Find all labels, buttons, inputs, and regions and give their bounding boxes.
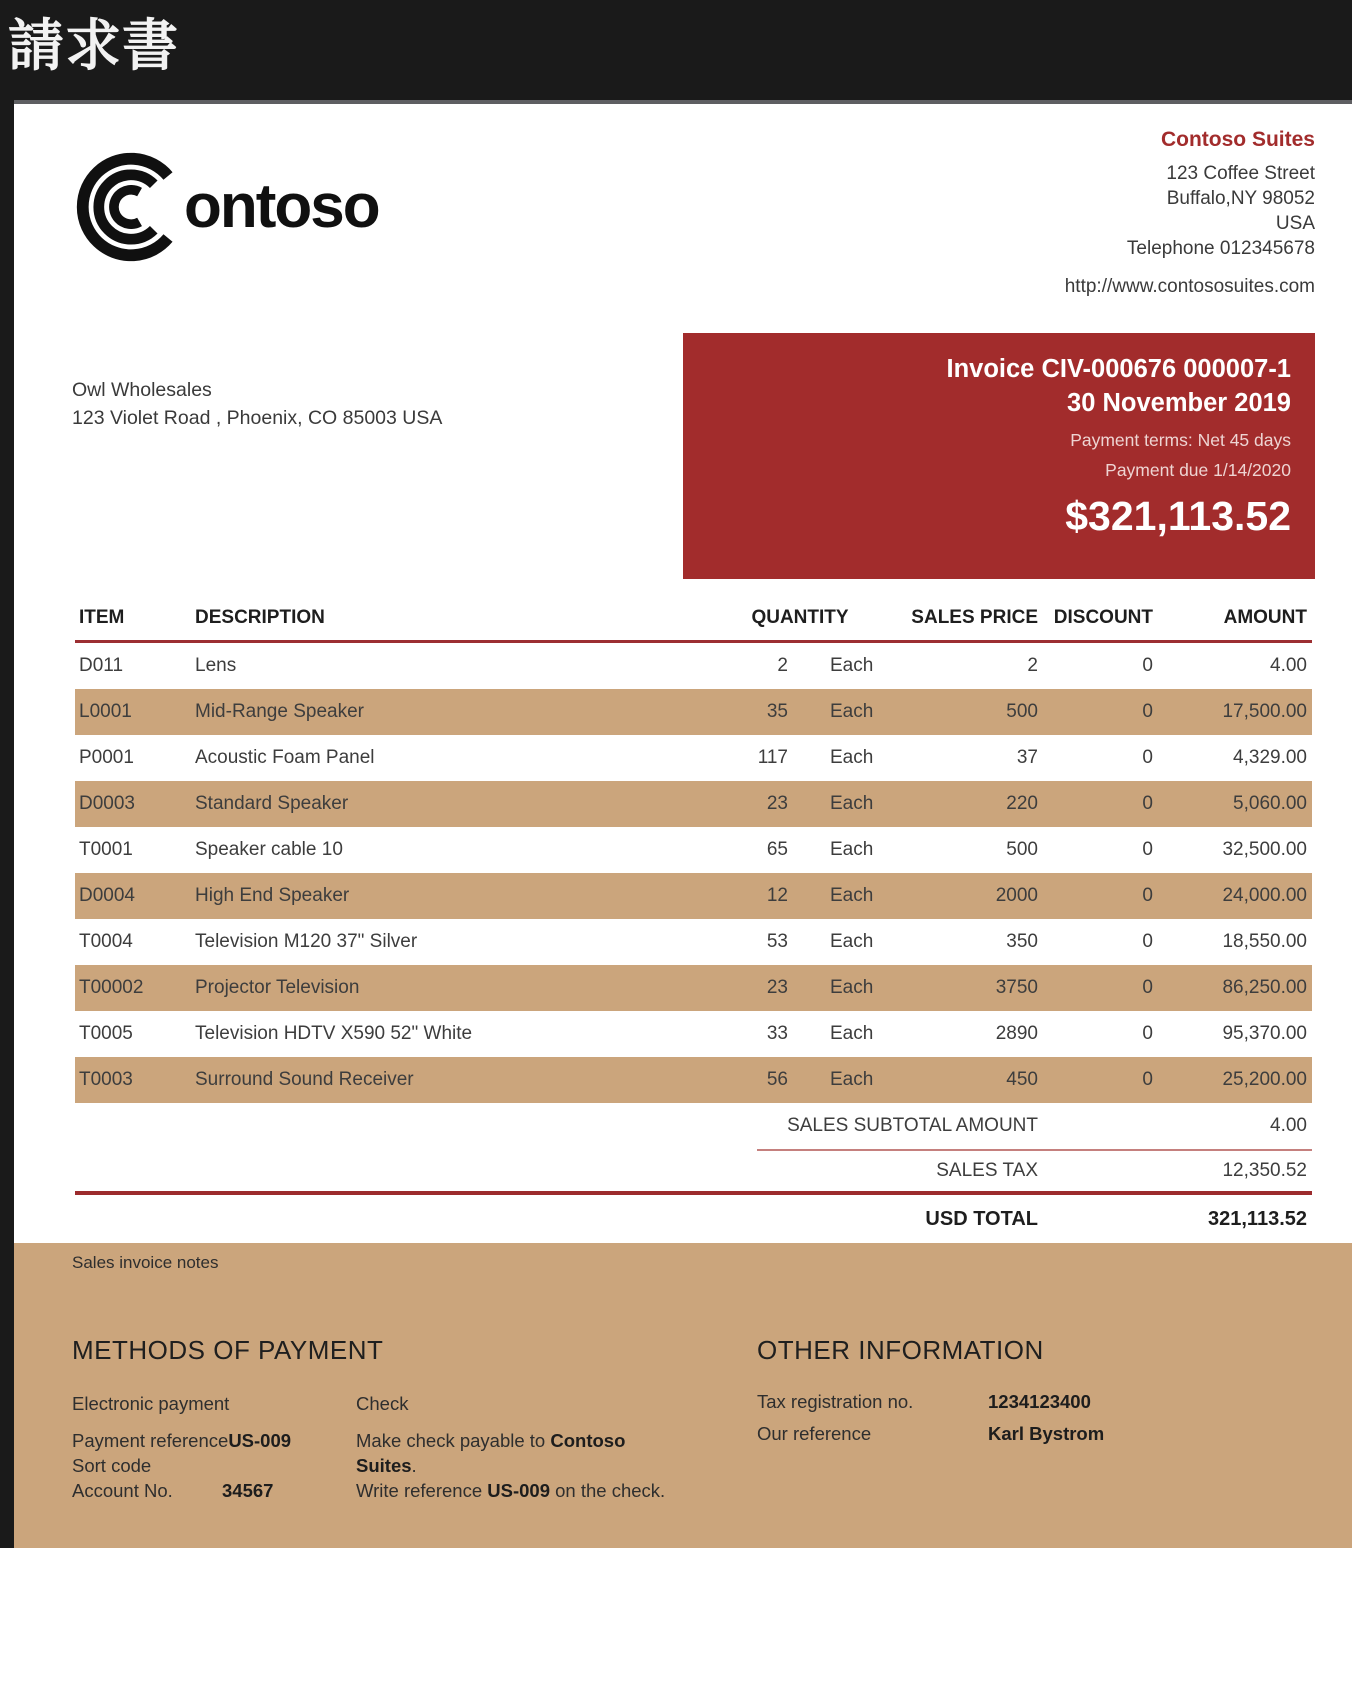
cell-discount: 0 bbox=[1142, 701, 1153, 722]
subtotal-row bbox=[75, 1103, 1312, 1149]
subtotal-value: 4.00 bbox=[1270, 1115, 1307, 1136]
sort-code-label: Sort code bbox=[72, 1455, 152, 1476]
cell-description: Television M120 37" Silver bbox=[195, 931, 418, 952]
table-row bbox=[75, 873, 1312, 919]
check-payment-block bbox=[356, 1391, 666, 1503]
seller-address-line: 123 Coffee Street bbox=[1166, 163, 1315, 184]
cell-price: 37 bbox=[1016, 747, 1038, 768]
check-reference-value: US-009 bbox=[487, 1480, 550, 1501]
table-row bbox=[75, 1057, 1312, 1103]
cell-qty: 117 bbox=[757, 747, 788, 768]
tax-registration-value: 1234123400 bbox=[988, 1391, 1091, 1412]
our-reference-label: Our reference bbox=[757, 1423, 872, 1444]
cell-item: T0005 bbox=[79, 1023, 133, 1044]
invoice-total-amount: $321,113.52 bbox=[1065, 493, 1291, 539]
cell-unit: Each bbox=[830, 655, 874, 676]
cell-description: Television HDTV X590 52" White bbox=[195, 1023, 473, 1044]
cell-unit: Each bbox=[830, 1069, 874, 1090]
column-header-quantity: QUANTITY bbox=[751, 606, 849, 628]
payment-terms: Payment terms: Net 45 days bbox=[1070, 430, 1291, 450]
cell-discount: 0 bbox=[1142, 885, 1153, 906]
bill-to-address: 123 Violet Road , Phoenix, CO 85003 USA bbox=[72, 407, 443, 429]
cell-description: High End Speaker bbox=[195, 885, 350, 906]
sales-tax-value: 12,350.52 bbox=[1222, 1160, 1307, 1181]
payment-reference-row bbox=[72, 1428, 362, 1453]
seller-name: Contoso Suites bbox=[1160, 128, 1315, 151]
check-payable-line bbox=[356, 1428, 666, 1478]
cell-price: 350 bbox=[1006, 931, 1038, 952]
cell-description: Acoustic Foam Panel bbox=[195, 747, 375, 768]
cell-price: 2000 bbox=[995, 885, 1038, 906]
electronic-payment-block bbox=[72, 1391, 362, 1503]
cell-unit: Each bbox=[830, 747, 874, 768]
page-title: 請求書 bbox=[8, 14, 179, 79]
cell-discount: 0 bbox=[1142, 1023, 1153, 1044]
cell-description: Projector Television bbox=[195, 977, 360, 998]
cell-unit: Each bbox=[830, 977, 874, 998]
cell-qty: 33 bbox=[766, 1023, 788, 1044]
invoice-summary-box bbox=[683, 333, 1315, 579]
sales-tax-label: SALES TAX bbox=[936, 1160, 1038, 1181]
cell-qty: 23 bbox=[766, 977, 788, 998]
footer-info-section bbox=[14, 1243, 1352, 1548]
cell-amount: 25,200.00 bbox=[1222, 1069, 1307, 1090]
cell-discount: 0 bbox=[1142, 655, 1153, 676]
contoso-logo-text: ontoso bbox=[184, 172, 379, 241]
other-information-heading: OTHER INFORMATION bbox=[757, 1335, 1044, 1365]
table-row bbox=[75, 643, 1312, 689]
cell-description: Mid-Range Speaker bbox=[195, 701, 364, 722]
line-items-table bbox=[75, 595, 1312, 1243]
check-payable-suffix: . bbox=[411, 1455, 417, 1476]
cell-amount: 5,060.00 bbox=[1233, 793, 1307, 814]
check-reference-suffix: on the check. bbox=[550, 1480, 666, 1501]
check-instructions bbox=[356, 1428, 666, 1503]
cell-price: 500 bbox=[1006, 701, 1038, 722]
cell-price: 2890 bbox=[995, 1023, 1038, 1044]
cell-amount: 4.00 bbox=[1270, 655, 1307, 676]
cell-amount: 18,550.00 bbox=[1222, 931, 1307, 952]
invoice-page bbox=[14, 104, 1352, 1698]
cell-discount: 0 bbox=[1142, 747, 1153, 768]
cell-qty: 53 bbox=[766, 931, 788, 952]
website-link[interactable]: http://www.contososuites.com bbox=[1064, 276, 1315, 297]
table-row bbox=[75, 1011, 1312, 1057]
table-body bbox=[75, 643, 1312, 1103]
cell-discount: 0 bbox=[1142, 793, 1153, 814]
cell-item: L0001 bbox=[79, 701, 132, 722]
bill-to-name: Owl Wholesales bbox=[72, 379, 212, 401]
table-header-row bbox=[75, 595, 1312, 640]
viewer-header-bar bbox=[0, 0, 1352, 100]
seller-info-block bbox=[1127, 128, 1315, 261]
account-no-label: Account No. bbox=[72, 1480, 173, 1501]
cell-item: T0004 bbox=[79, 931, 133, 952]
table-row bbox=[75, 689, 1312, 735]
cell-price: 500 bbox=[1006, 839, 1038, 860]
cell-qty: 2 bbox=[777, 655, 788, 676]
payment-due-date: Payment due 1/14/2020 bbox=[1105, 460, 1291, 480]
cell-item: D011 bbox=[79, 655, 124, 676]
electronic-payment-label: Electronic payment bbox=[72, 1393, 230, 1414]
cell-unit: Each bbox=[830, 839, 874, 860]
usd-total-label: USD TOTAL bbox=[925, 1207, 1038, 1230]
cell-amount: 17,500.00 bbox=[1222, 701, 1307, 722]
check-label: Check bbox=[356, 1393, 409, 1414]
table-row bbox=[75, 919, 1312, 965]
cell-amount: 95,370.00 bbox=[1222, 1023, 1307, 1044]
check-reference-prefix: Write reference bbox=[356, 1480, 488, 1501]
cell-item: T00002 bbox=[79, 977, 144, 998]
bill-to-block bbox=[72, 376, 442, 432]
cell-discount: 0 bbox=[1142, 931, 1153, 952]
usd-total-row bbox=[75, 1195, 1312, 1243]
cell-item: D0003 bbox=[79, 793, 135, 814]
invoice-date: 30 November 2019 bbox=[1067, 389, 1291, 417]
column-header-sales-price: SALES PRICE bbox=[911, 606, 1038, 628]
page-left-border bbox=[0, 100, 14, 1548]
subtotal-label: SALES SUBTOTAL AMOUNT bbox=[787, 1115, 1038, 1136]
column-header-discount: DISCOUNT bbox=[1053, 606, 1153, 628]
column-header-amount: AMOUNT bbox=[1223, 606, 1307, 628]
table-row bbox=[75, 781, 1312, 827]
cell-item: P0001 bbox=[79, 747, 134, 768]
cell-qty: 35 bbox=[766, 701, 788, 722]
usd-total-value: 321,113.52 bbox=[1208, 1207, 1307, 1230]
our-reference-value: Karl Bystrom bbox=[988, 1423, 1105, 1444]
cell-amount: 4,329.00 bbox=[1233, 747, 1307, 768]
contoso-logo-icon bbox=[72, 148, 190, 266]
methods-of-payment-heading: METHODS OF PAYMENT bbox=[72, 1335, 384, 1365]
cell-price: 3750 bbox=[995, 977, 1038, 998]
seller-address-line: Buffalo,NY 98052 bbox=[1166, 188, 1315, 209]
contoso-logo bbox=[72, 148, 379, 266]
cell-discount: 0 bbox=[1142, 839, 1153, 860]
cell-price: 450 bbox=[1006, 1069, 1038, 1090]
cell-item: T0001 bbox=[79, 839, 133, 860]
cell-description: Surround Sound Receiver bbox=[195, 1069, 414, 1090]
cell-qty: 65 bbox=[766, 839, 788, 860]
payment-reference-value: US-009 bbox=[228, 1430, 292, 1451]
cell-unit: Each bbox=[830, 1023, 874, 1044]
cell-unit: Each bbox=[830, 793, 874, 814]
cell-amount: 32,500.00 bbox=[1222, 839, 1307, 860]
cell-amount: 24,000.00 bbox=[1222, 885, 1307, 906]
cell-discount: 0 bbox=[1142, 977, 1153, 998]
column-header-item: ITEM bbox=[79, 606, 125, 628]
account-no-value: 34567 bbox=[222, 1480, 274, 1501]
cell-qty: 12 bbox=[766, 885, 788, 906]
cell-unit: Each bbox=[830, 885, 874, 906]
payment-reference-label: Payment reference bbox=[72, 1430, 229, 1451]
cell-description: Standard Speaker bbox=[195, 793, 349, 814]
sales-tax-row bbox=[75, 1151, 1312, 1191]
tax-registration-label: Tax registration no. bbox=[757, 1391, 914, 1412]
table-row bbox=[75, 827, 1312, 873]
seller-address-line: USA bbox=[1275, 213, 1315, 234]
seller-address bbox=[1127, 161, 1315, 261]
check-reference-line bbox=[356, 1478, 666, 1503]
cell-item: D0004 bbox=[79, 885, 135, 906]
cell-description: Lens bbox=[195, 655, 237, 676]
other-information-rows bbox=[757, 1389, 1104, 1446]
cell-discount: 0 bbox=[1142, 1069, 1153, 1090]
seller-address-line: Telephone 012345678 bbox=[1126, 238, 1315, 259]
column-header-description: DESCRIPTION bbox=[195, 606, 325, 628]
table-row bbox=[75, 735, 1312, 781]
cell-item: T0003 bbox=[79, 1069, 133, 1090]
check-payable-prefix: Make check payable to bbox=[356, 1430, 551, 1451]
cell-qty: 23 bbox=[766, 793, 788, 814]
invoice-number: Invoice CIV-000676 000007-1 bbox=[946, 355, 1291, 383]
cell-unit: Each bbox=[830, 701, 874, 722]
check-payable-name: Contoso Suites bbox=[356, 1430, 626, 1476]
cell-description: Speaker cable 10 bbox=[195, 839, 343, 860]
sales-invoice-notes-label: Sales invoice notes bbox=[72, 1253, 219, 1272]
cell-price: 220 bbox=[1006, 793, 1038, 814]
cell-qty: 56 bbox=[766, 1069, 788, 1090]
cell-amount: 86,250.00 bbox=[1222, 977, 1307, 998]
account-no-row bbox=[72, 1478, 362, 1503]
cell-unit: Each bbox=[830, 931, 874, 952]
table-row bbox=[75, 965, 1312, 1011]
cell-price: 2 bbox=[1027, 655, 1038, 676]
